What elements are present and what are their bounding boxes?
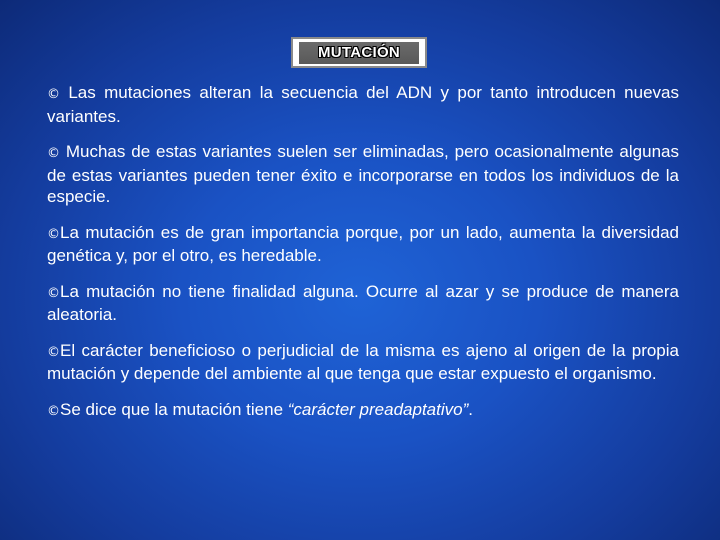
bullet-text-2: Muchas de estas variantes suelen ser eliminadas, pero ocasionalmente algunas de estas variantes pueden tener éxito e incorporarse en todos los individuos de la especie. xyxy=(47,142,679,206)
bullet-text-4: La mutación no tiene finalidad alguna. Ocurre al azar y se produce de manera aleatoria. xyxy=(47,281,679,324)
bullet-item-3 xyxy=(47,222,679,267)
bullet-item-1 xyxy=(47,82,679,127)
bullet-item-6 xyxy=(47,399,679,423)
bullet-emphasis-6: “carácter preadaptativo” xyxy=(287,399,469,419)
bullet-marker-icon: © xyxy=(47,403,60,419)
bullet-item-5 xyxy=(47,340,679,385)
bullet-marker-icon: © xyxy=(47,146,60,161)
bullet-marker-icon: © xyxy=(47,285,60,301)
title-inner xyxy=(299,42,419,64)
bullet-marker-icon: © xyxy=(47,87,60,102)
bullet-list xyxy=(47,82,679,436)
bullet-text-3: La mutación es de gran importancia porque, por un lado, aumenta la diversidad genética y, por el otro, es heredable. xyxy=(47,222,679,265)
bullet-marker-icon: © xyxy=(47,344,60,360)
bullet-item-2 xyxy=(47,141,679,208)
bullet-marker-icon: © xyxy=(47,226,60,242)
bullet-suffix-6: . xyxy=(468,399,473,419)
slide-title: MUTACIÓN xyxy=(317,44,401,61)
bullet-text-6: Se dice que la mutación tiene xyxy=(60,399,288,419)
bullet-item-4 xyxy=(47,281,679,326)
title-box xyxy=(291,37,427,68)
bullet-text-1: Las mutaciones alteran la secuencia del ADN y por tanto introducen nuevas variantes. xyxy=(47,83,679,126)
bullet-text-5: El carácter beneficioso o perjudicial de la misma es ajeno al origen de la propia mutación y depende del ambiente al que tenga que estar expuesto el organismo. xyxy=(47,340,679,383)
